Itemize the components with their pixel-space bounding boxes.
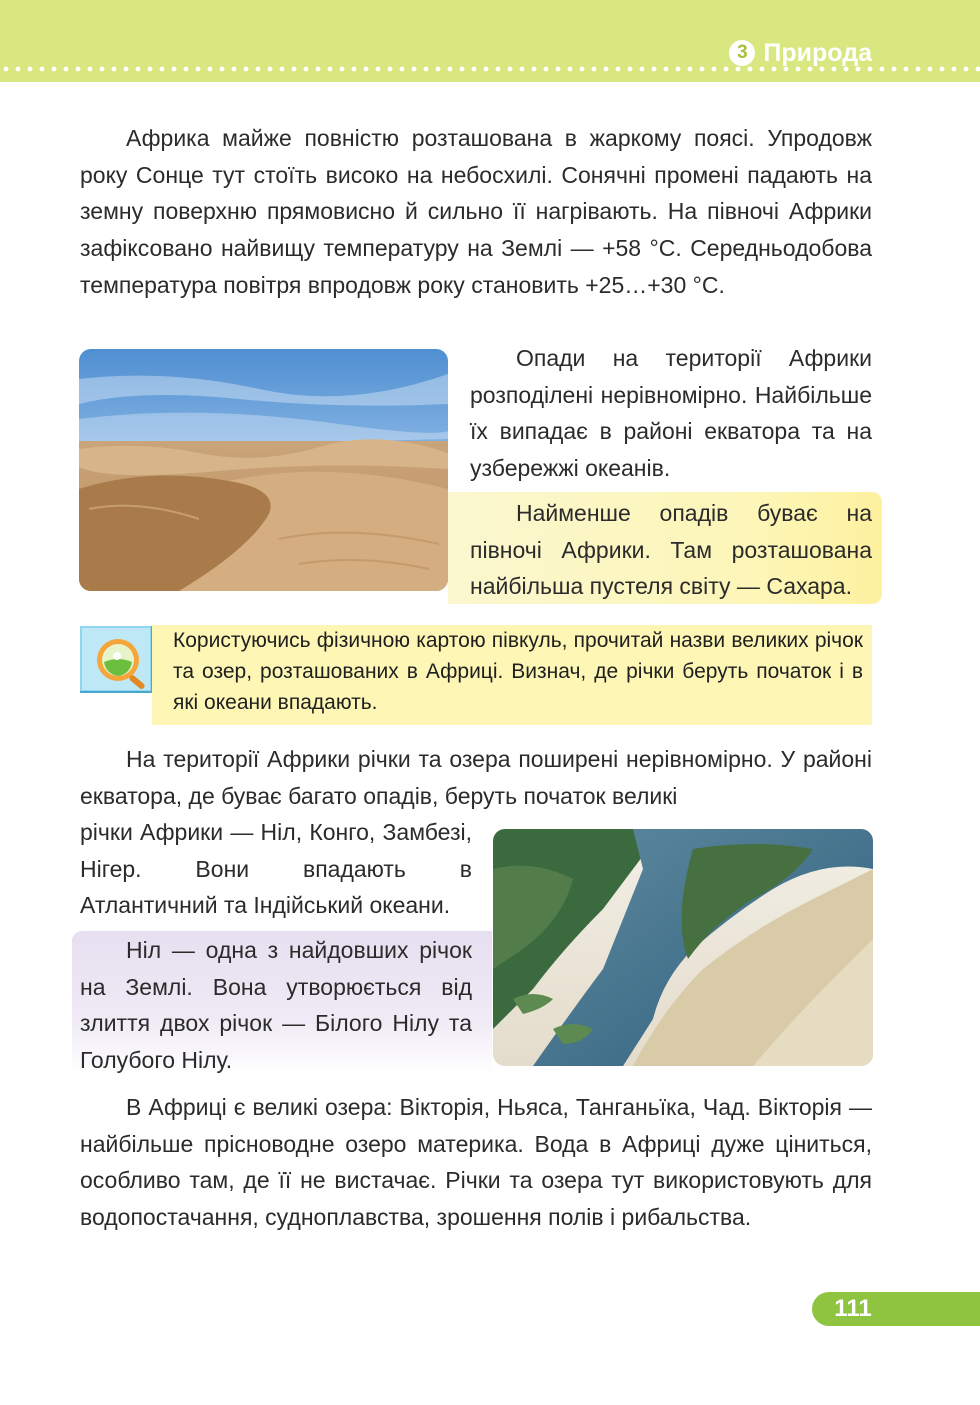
paragraph-precipitation-text: Опади на території Африки розподілені нерівномірно. Найбільше їх випадає в районі екватора та на узбережжі океанів. [470,345,872,482]
section-number-badge: 3 [729,40,755,66]
paragraph-sahara [470,495,872,605]
paragraph-sahara-text: Найменше опадів буває на півночі Африки. Там розташована найбільша пустеля світу — Сахара. [470,500,872,600]
river-confluence-photo [493,829,873,1066]
river-image [493,829,873,1066]
paragraph-rivers-continued-text: річки Африки — Ніл, Конго, Замбезі, Нігер. Вони впадають в Атлантичний та Індійський океани. [80,819,472,919]
page-number: 111 [834,1295,872,1322]
paragraph-rivers-continued [80,814,472,924]
desert-image [79,349,448,591]
paragraph-climate [80,120,872,304]
section-title: Природа [763,38,872,67]
section-tag [729,38,872,68]
magnifier-globe-icon [80,626,154,694]
paragraph-precipitation [470,340,872,487]
paragraph-climate-text: Африка майже повністю розташована в жаркому поясі. Упродовж року Сонце тут стоїть високо на небосхилі. Сонячні промені падають на земну поверхню прямовисно й сильно її нагрівають. На півночі Африки зафіксовано найвищу температуру на Землі — +58 °С. Середньодобова температура повітря впродовж року становить +25…+30 °С. [80,125,872,298]
desert-photo [79,349,448,591]
paragraph-nile [80,932,472,1079]
paragraph-rivers [80,741,872,814]
task-text: Користуючись фізичною картою півкуль, прочитай назви великих річок та озер, розташованих в Африці. Визнач, де річки беруть початок і в які океани впадають. [173,629,863,714]
paragraph-lakes [80,1089,872,1236]
task-icon [80,626,154,694]
paragraph-nile-text: Ніл — одна з найдовших річок на Землі. Вона утворюється від злиття двох річок — Білого Нілу та Голубого Нілу. [80,937,472,1074]
paragraph-rivers-text: На території Африки річки та озера поширені нерівномірно. У районі екватора, де буває багато опадів, беруть початок великі [80,746,872,809]
paragraph-lakes-text: В Африці є великі озера: Вікторія, Ньяса, Танганьїка, Чад. Вікторія — найбільше прісноводне озеро материка. Вода в Африці дуже цiниться, особливо там, де її не вистачає. Річки та озера тут використовують для водопостачання, судноплавства, зрошення полів і рибальства. [80,1094,872,1231]
